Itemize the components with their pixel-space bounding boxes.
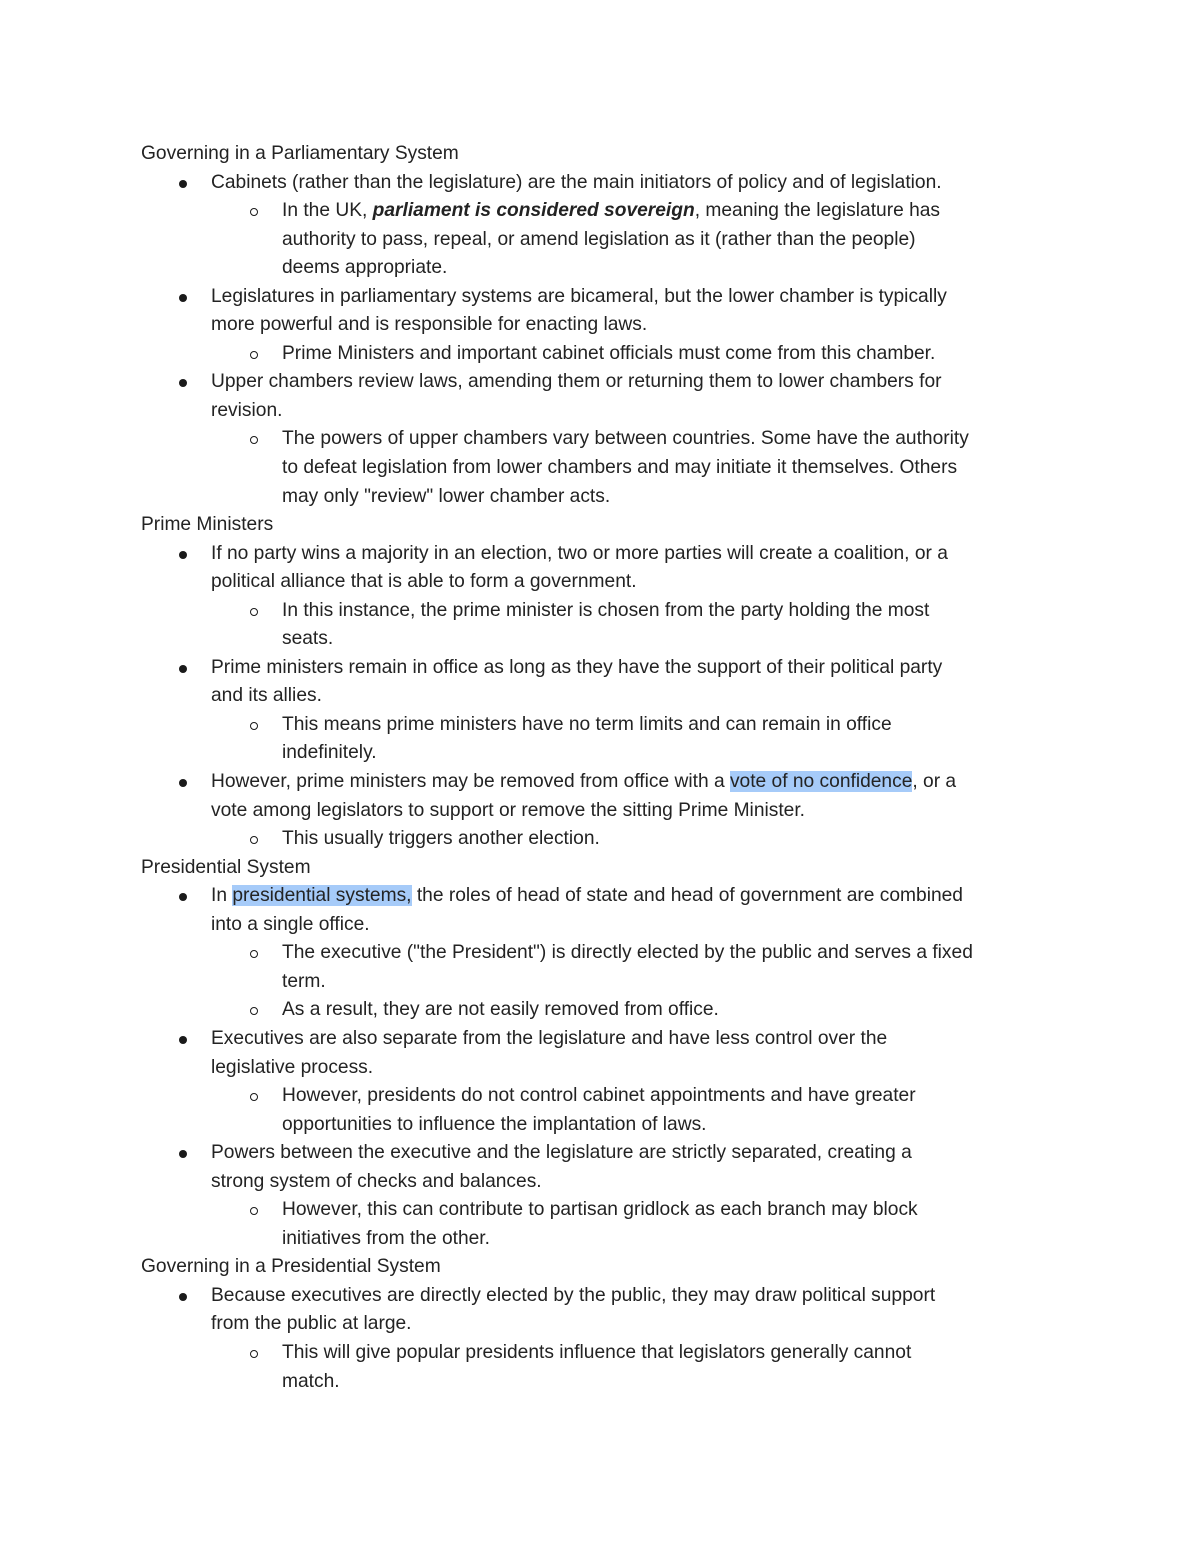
bullet-circle-icon (250, 1207, 258, 1215)
bullet-continuation: strong system of checks and balances. (211, 1170, 542, 1192)
section-heading: Governing in a Presidential System (141, 1256, 441, 1278)
sub-bullet-continuation: authority to pass, repeal, or amend legislation as it (rather than the people) (282, 228, 916, 250)
sub-bullet-item: In this instance, the prime minister is chosen from the party holding the most (0, 597, 1200, 626)
bullet-item: Executives are also separate from the legislature and have less control over the (0, 1025, 1200, 1054)
bullet-item: Upper chambers review laws, amending them or returning them to lower chambers for (0, 368, 1200, 397)
bullet-item: In presidential systems, the roles of head of state and head of government are combined (0, 882, 1200, 911)
sub-bullet-continuation: term. (282, 970, 326, 992)
sub-bullet-continuation: opportunities to influence the implantation of laws. (282, 1113, 707, 1135)
bullet-continuation: from the public at large. (211, 1313, 412, 1335)
sub-bullet-item: The powers of upper chambers vary between countries. Some have the authority (0, 425, 1200, 454)
sub-bullet-continuation: match. (282, 1370, 340, 1392)
bullet-disc-icon (179, 665, 187, 673)
emphasis-text: parliament is considered sovereign (372, 200, 695, 222)
bullet-disc-icon (179, 180, 187, 188)
section-heading: Prime Ministers (141, 514, 274, 536)
bullet-disc-icon (179, 779, 187, 787)
section-heading: Presidential System (141, 856, 311, 878)
highlighted-text: presidential systems, (232, 885, 412, 907)
bullet-continuation: legislative process. (211, 1056, 374, 1078)
sub-bullet-item: However, this can contribute to partisan gridlock as each branch may block (0, 1196, 1200, 1225)
bullet-circle-icon (250, 351, 258, 359)
bullet-item: However, prime ministers may be removed from office with a vote of no confidence, or a (0, 768, 1200, 797)
bullet-disc-icon (179, 1036, 187, 1044)
bullet-disc-icon (179, 551, 187, 559)
sub-bullet-item: This means prime ministers have no term limits and can remain in office (0, 711, 1200, 740)
bullet-item: Cabinets (rather than the legislature) are the main initiators of policy and of legislation. (0, 169, 1200, 198)
sub-bullet-item: This will give popular presidents influence that legislators generally cannot (0, 1339, 1200, 1368)
bullet-circle-icon (250, 1350, 258, 1358)
document-page (0, 140, 1200, 1396)
bullet-circle-icon (250, 436, 258, 444)
bullet-disc-icon (179, 1150, 187, 1158)
bullet-item: Legislatures in parliamentary systems are bicameral, but the lower chamber is typically (0, 283, 1200, 312)
bullet-continuation: into a single office. (211, 913, 370, 935)
bullet-item: Because executives are directly elected by the public, they may draw political support (0, 1282, 1200, 1311)
bullet-circle-icon (250, 208, 258, 216)
bullet-disc-icon (179, 379, 187, 387)
sub-bullet-continuation: deems appropriate. (282, 257, 448, 279)
bullet-circle-icon (250, 836, 258, 844)
bullet-continuation: revision. (211, 399, 283, 421)
sub-bullet-continuation: to defeat legislation from lower chambers and may initiate it themselves. Others (282, 457, 958, 479)
sub-bullet-item: As a result, they are not easily removed from office. (0, 996, 1200, 1025)
bullet-item: Prime ministers remain in office as long as they have the support of their political party (0, 654, 1200, 683)
bullet-continuation: more powerful and is responsible for enacting laws. (211, 314, 648, 336)
bullet-circle-icon (250, 950, 258, 958)
bullet-circle-icon (250, 608, 258, 616)
sub-bullet-item: In the UK, parliament is considered sovereign, meaning the legislature has (0, 197, 1200, 226)
sub-bullet-item: The executive ("the President") is directly elected by the public and serves a fixed (0, 939, 1200, 968)
bullet-item: If no party wins a majority in an election, two or more parties will create a coalition, or a (0, 540, 1200, 569)
sub-bullet-continuation: indefinitely. (282, 742, 377, 764)
bullet-disc-icon (179, 294, 187, 302)
section-heading: Governing in a Parliamentary System (141, 143, 459, 164)
bullet-disc-icon (179, 1293, 187, 1301)
sub-bullet-item: However, presidents do not control cabinet appointments and have greater (0, 1082, 1200, 1111)
bullet-disc-icon (179, 893, 187, 901)
bullet-circle-icon (250, 1093, 258, 1101)
sub-bullet-item: This usually triggers another election. (0, 825, 1200, 854)
bullet-item: Powers between the executive and the legislature are strictly separated, creating a (0, 1139, 1200, 1168)
bullet-continuation: and its allies. (211, 685, 322, 707)
sub-bullet-continuation: seats. (282, 628, 334, 650)
sub-bullet-item: Prime Ministers and important cabinet officials must come from this chamber. (0, 340, 1200, 369)
bullet-circle-icon (250, 722, 258, 730)
sub-bullet-continuation: may only "review" lower chamber acts. (282, 485, 611, 507)
highlighted-text: vote of no confidence (729, 771, 913, 793)
bullet-continuation: political alliance that is able to form a government. (211, 571, 637, 593)
bullet-circle-icon (250, 1007, 258, 1015)
sub-bullet-continuation: initiatives from the other. (282, 1227, 490, 1249)
bullet-continuation: vote among legislators to support or remove the sitting Prime Minister. (211, 799, 806, 821)
